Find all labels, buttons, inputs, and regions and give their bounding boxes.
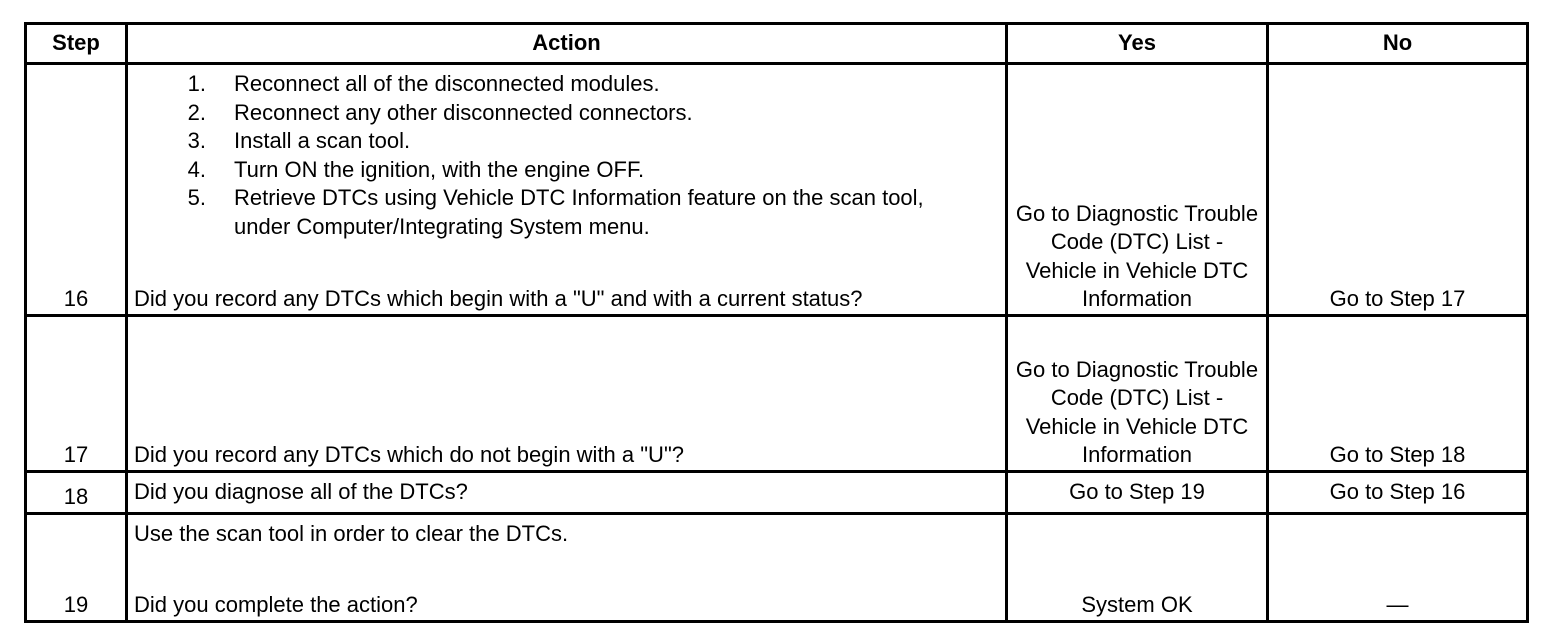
- action-step-item: [134, 99, 999, 128]
- yes-cell: Go to Diagnostic Trouble Code (DTC) List - Vehicle in Vehicle DTC Information: [1007, 64, 1268, 316]
- action-cell: [127, 64, 1007, 316]
- no-cell: Go to Step 18: [1268, 316, 1528, 472]
- action-step-item: [134, 184, 999, 241]
- action-question: Did you record any DTCs which do not begin with a "U"?: [134, 442, 684, 468]
- action-cell: [127, 472, 1007, 514]
- table-row-step-17: [26, 316, 1528, 472]
- header-no: No: [1268, 24, 1528, 64]
- header-action: Action: [127, 24, 1007, 64]
- table-row-step-16: [26, 64, 1528, 316]
- step-item-text: Reconnect all of the disconnected modules.: [234, 71, 660, 96]
- action-question: Did you complete the action?: [134, 592, 418, 618]
- yes-cell: System OK: [1007, 514, 1268, 622]
- yes-cell: Go to Step 19: [1007, 472, 1268, 514]
- action-cell: [127, 514, 1007, 622]
- step-item-number: 1.: [187, 71, 206, 96]
- step-item-text: Install a scan tool.: [234, 128, 411, 154]
- step-item-text: Reconnect any other disconnected connectors.: [234, 99, 693, 125]
- action-question: Did you record any DTCs which begin with a "U" and with a current status?: [134, 286, 863, 312]
- no-cell: —: [1268, 514, 1528, 622]
- table-row-step-19: [26, 514, 1528, 622]
- no-cell: Go to Step 16: [1268, 472, 1528, 514]
- step-number: 18: [26, 472, 127, 514]
- step-item-number: 2.: [187, 99, 206, 125]
- step-number: 19: [26, 514, 127, 622]
- action-step-item: [134, 70, 999, 99]
- step-item-number: 5.: [187, 185, 206, 211]
- step-item-number: 4.: [187, 156, 206, 182]
- header-yes: Yes: [1007, 24, 1268, 64]
- header-step: Step: [26, 24, 127, 64]
- action-step-item: [134, 127, 999, 156]
- step-number: 17: [26, 316, 127, 472]
- action-step-item: [134, 156, 999, 185]
- yes-cell: Go to Diagnostic Trouble Code (DTC) List - Vehicle in Vehicle DTC Information: [1007, 316, 1268, 472]
- table-row-step-18: [26, 472, 1528, 514]
- step-item-number: 3.: [187, 128, 206, 154]
- header-row: [26, 24, 1528, 64]
- step-item-text: Turn ON the ignition, with the engine OFF.: [234, 156, 645, 182]
- action-steps-list: [134, 70, 999, 242]
- action-question: Did you diagnose all of the DTCs?: [134, 479, 468, 505]
- step-item-text: Retrieve DTCs using Vehicle DTC Information feature on the scan tool, under Computer/Integrating System menu.: [234, 185, 924, 239]
- action-instruction: Use the scan tool in order to clear the DTCs.: [134, 521, 569, 546]
- diagnostic-table: [24, 22, 1529, 623]
- step-number: 16: [26, 64, 127, 316]
- action-cell: [127, 316, 1007, 472]
- no-cell: Go to Step 17: [1268, 64, 1528, 316]
